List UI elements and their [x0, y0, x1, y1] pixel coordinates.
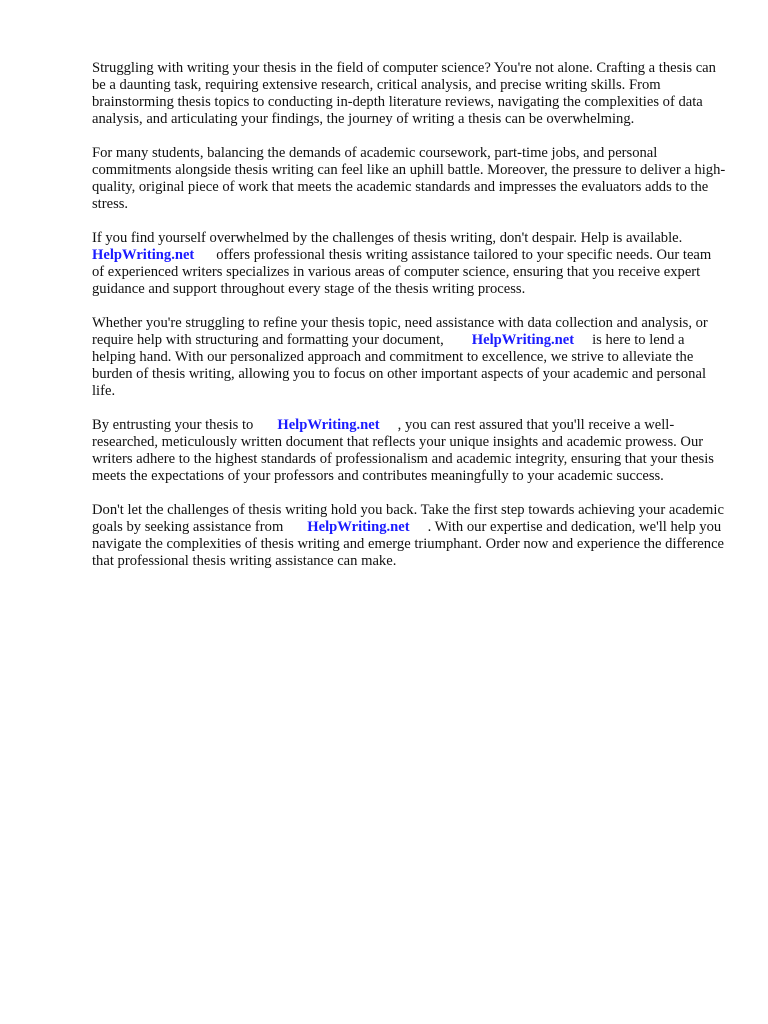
helpwriting-link[interactable]: HelpWriting.net [471, 332, 575, 348]
helpwriting-link[interactable]: HelpWriting.net [92, 247, 195, 263]
helpwriting-link[interactable]: HelpWriting.net [307, 519, 410, 535]
paragraph-text-after-link: , you can rest assured that you'll receive a well-researched, meticulously written document that reflects your unique insights and academic prowess. Our writers adhere to the highest standards of professionalism and academic integrity, ensuring that your thesis meets the expectations of your professors and contributes meaningfully to your academic success. [92, 417, 714, 484]
paragraph-intro [92, 60, 726, 128]
paragraph-text-after-link: offers professional thesis writing assistance tailored to your specific needs. Our team of experienced writers specializes in various areas of computer science, ensuring that you receive expert guidance and support throughout every stage of the thesis writing process. [92, 247, 712, 297]
helpwriting-link[interactable]: HelpWriting.net [277, 417, 380, 433]
paragraph-challenges [92, 145, 726, 213]
paragraph-text: Struggling with writing your thesis in the field of computer science? You're not alone. Crafting a thesis can be a daunting task, requiring extensive research, critical analysis, and precise writing skills. From brainstorming thesis topics to conducting in-depth literature reviews, navigating the complexities of data analysis, and articulating your findings, the journey of writing a thesis can be overwhelming. [92, 60, 716, 127]
paragraph-text-before-link: If you find yourself overwhelmed by the challenges of thesis writing, don't despair. Help is available. [92, 230, 683, 246]
paragraph-text-before-link: By entrusting your thesis to [92, 417, 254, 433]
paragraph-struggling [92, 315, 726, 400]
paragraph-text: For many students, balancing the demands of academic coursework, part-time jobs, and personal commitments alongside thesis writing can feel like an uphill battle. Moreover, the pressure to deliver a high-quality, original piece of work that meets the academic standards and impresses the evaluators adds to the stress. [92, 145, 726, 212]
document-body [92, 60, 726, 587]
paragraph-call-to-action [92, 502, 726, 570]
paragraph-text-after-link: . With our expertise and dedication, we'll help you navigate the complexities of thesis writing and emerge triumphant. Order now and experience the difference that professional thesis writing assistance can make. [92, 519, 725, 569]
paragraph-text-before-link: Whether you're struggling to refine your thesis topic, need assistance with data collection and analysis, or require help with structuring and formatting your document, [92, 315, 708, 348]
paragraph-text-before-link: Don't let the challenges of thesis writing hold you back. Take the first step towards achieving your academic goals by seeking assistance from [92, 502, 724, 535]
paragraph-help-available [92, 230, 726, 298]
paragraph-entrusting [92, 417, 726, 485]
paragraph-text-after-link: is here to lend a helping hand. With our personalized approach and commitment to excellence, we strive to alleviate the burden of thesis writing, allowing you to focus on other important aspects of your academic and personal life. [92, 332, 706, 399]
